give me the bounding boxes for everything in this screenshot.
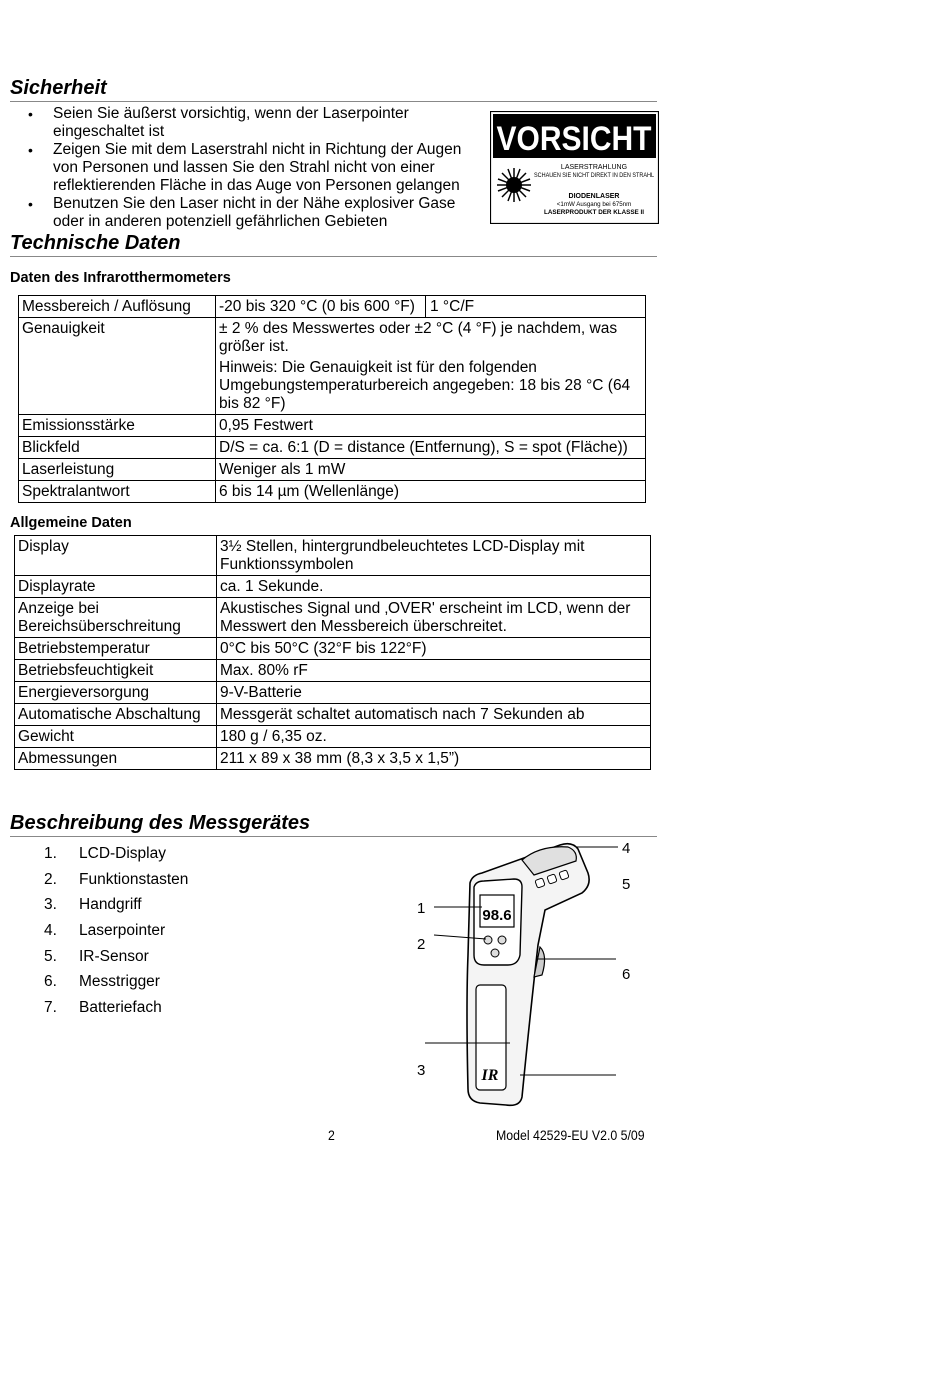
table-cell-value: Max. 80% rF	[217, 660, 651, 682]
warning-line: LASERPRODUKT DER KLASSE II	[544, 209, 645, 216]
list-item	[44, 947, 188, 973]
warning-line: LASERSTRAHLUNG	[560, 164, 628, 171]
list-item-label: IR-Sensor	[79, 947, 149, 965]
table-cell-label: Displayrate	[15, 576, 217, 598]
list-item-number: 1.	[44, 845, 57, 862]
callout-4: 4	[622, 840, 631, 857]
list-item-label: Handgriff	[79, 896, 142, 914]
laser-starburst-icon	[497, 168, 531, 202]
ir-heading: Daten des Infrarotthermometers	[10, 270, 231, 286]
list-item	[44, 921, 188, 947]
table-row	[19, 296, 646, 318]
table-cell-value: 9-V-Batterie	[217, 682, 651, 704]
table-row	[15, 536, 651, 576]
list-item	[44, 870, 188, 896]
table-cell-value: Messgerät schaltet automatisch nach 7 Sekunden ab	[217, 704, 651, 726]
list-item: • Zeigen Sie mit dem Laserstrahl nicht in Richtung der Augen von Personen und lassen Sie den Strahl nicht von einer reflektierenden Fläche in das Auge von Personen gelangen	[28, 141, 478, 195]
table-cell-value: 0°C bis 50°C (32°F bis 122°F)	[217, 638, 651, 660]
safety-heading: Sicherheit	[10, 77, 107, 99]
table-cell-label: Anzeige bei Bereichsüberschreitung	[15, 598, 217, 638]
table-cell-value: ca. 1 Sekunde.	[217, 576, 651, 598]
table-cell-value: Akustisches Signal und ‚OVER' erscheint im LCD, wenn der Messwert den Messbereich überschreitet.	[217, 598, 651, 638]
table-cell-value: 211 x 89 x 38 mm (8,3 x 3,5 x 1,5”)	[217, 748, 651, 770]
table-row	[19, 437, 646, 459]
table-row	[19, 415, 646, 437]
list-item-number: 5.	[44, 947, 57, 965]
table-cell-value: D/S = ca. 6:1 (D = distance (Entfernung), S = spot (Fläche))	[216, 437, 646, 459]
ir-spec-table	[18, 295, 646, 503]
divider	[10, 101, 657, 102]
divider	[10, 256, 657, 257]
list-item-label: Batteriefach	[79, 999, 162, 1017]
list-item	[44, 844, 188, 870]
model-info: Model 42529-EU V2.0 5/09	[496, 1127, 645, 1143]
warning-line: DIODENLASER	[568, 193, 620, 200]
table-cell-label: Display	[15, 536, 217, 576]
list-item: • Seien Sie äußerst vorsichtig, wenn der Laserpointer eingeschaltet ist	[28, 105, 478, 141]
table-cell-value: -20 bis 320 °C (0 bis 600 °F)	[216, 296, 426, 317]
list-item-number: 2.	[44, 870, 57, 888]
list-item-label: LCD-Display	[79, 845, 166, 862]
table-cell-label: Genauigkeit	[19, 318, 216, 415]
accuracy-note: Hinweis: Die Genauigkeit ist für den folgenden Umgebungstemperaturbereich angegeben: 18 bis 28 °C (64 bis 82 °F)	[219, 359, 631, 412]
table-cell-label: Laserleistung	[19, 459, 216, 481]
callout-3: 3	[417, 1062, 426, 1079]
list-item-number: 7.	[44, 999, 57, 1017]
list-item	[44, 895, 188, 921]
list-item-number: 4.	[44, 922, 57, 940]
laser-warning-label	[490, 111, 659, 224]
table-cell-label: Spektralantwort	[19, 481, 216, 503]
list-item-number: 3.	[44, 896, 57, 914]
table-cell-value: 180 g / 6,35 oz.	[217, 726, 651, 748]
table-cell-resolution: 1 °C/F	[430, 298, 475, 315]
table-cell-label: Emissionsstärke	[19, 415, 216, 437]
list-item	[44, 998, 188, 1024]
table-cell-value: 3½ Stellen, hintergrundbeleuchtetes LCD-Display mit Funktionssymbolen	[217, 536, 651, 576]
table-row	[15, 726, 651, 748]
list-item-number: 6.	[44, 973, 57, 991]
table-cell-label: Messbereich / Auflösung	[19, 296, 216, 318]
table-row	[19, 481, 646, 503]
table-cell-label: Energieversorgung	[15, 682, 217, 704]
table-row	[15, 576, 651, 598]
table-cell-value: Weniger als 1 mW	[216, 459, 646, 481]
table-row	[15, 660, 651, 682]
table-cell-label: Betriebstemperatur	[15, 638, 217, 660]
table-row	[15, 638, 651, 660]
safety-list	[28, 105, 478, 231]
callout-1: 1	[417, 900, 426, 917]
table-row	[15, 748, 651, 770]
list-item: • Benutzen Sie den Laser nicht in der Nähe explosiver Gase oder in anderen potenziell gefährlichen Gebieten	[28, 195, 478, 231]
list-item-label: Funktionstasten	[79, 870, 189, 888]
warning-title: VORSICHT	[496, 120, 652, 158]
table-row	[15, 598, 651, 638]
list-item-label: Messtrigger	[79, 973, 160, 991]
table-cell-label: Abmessungen	[15, 748, 217, 770]
display-reading: 98.6	[482, 907, 512, 924]
list-item-label: Laserpointer	[79, 922, 166, 940]
page-number: 2	[328, 1127, 335, 1143]
general-heading: Allgemeine Daten	[10, 515, 132, 531]
table-row	[15, 704, 651, 726]
table-cell-label: Gewicht	[15, 726, 217, 748]
table-cell-value: ± 2 % des Messwertes oder ±2 °C (4 °F) je nachdem, was größer ist.	[219, 320, 618, 355]
table-row	[15, 682, 651, 704]
table-cell-label: Automatische Abschaltung	[15, 704, 217, 726]
list-item	[44, 972, 188, 998]
table-row	[19, 318, 646, 415]
table-cell-label: Blickfeld	[19, 437, 216, 459]
warning-line: <1mW Ausgang bei 675nm	[556, 201, 632, 208]
table-row	[19, 459, 646, 481]
thermometer-illustration	[410, 835, 640, 1110]
callout-6: 6	[622, 966, 631, 983]
callout-2: 2	[417, 936, 426, 953]
callout-5: 5	[622, 876, 631, 893]
description-heading: Beschreibung des Messgerätes	[10, 812, 311, 834]
table-cell-value: 6 bis 14 µm (Wellenlänge)	[216, 481, 646, 503]
general-spec-table	[14, 535, 651, 770]
device-brand: IR	[481, 1067, 499, 1084]
table-cell-label: Betriebsfeuchtigkeit	[15, 660, 217, 682]
table-cell-value: 0,95 Festwert	[216, 415, 646, 437]
tech-heading: Technische Daten	[10, 232, 181, 254]
warning-line: SCHAUEN SIE NICHT DIREKT IN DEN STRAHL	[534, 172, 655, 179]
parts-list	[44, 844, 188, 1024]
